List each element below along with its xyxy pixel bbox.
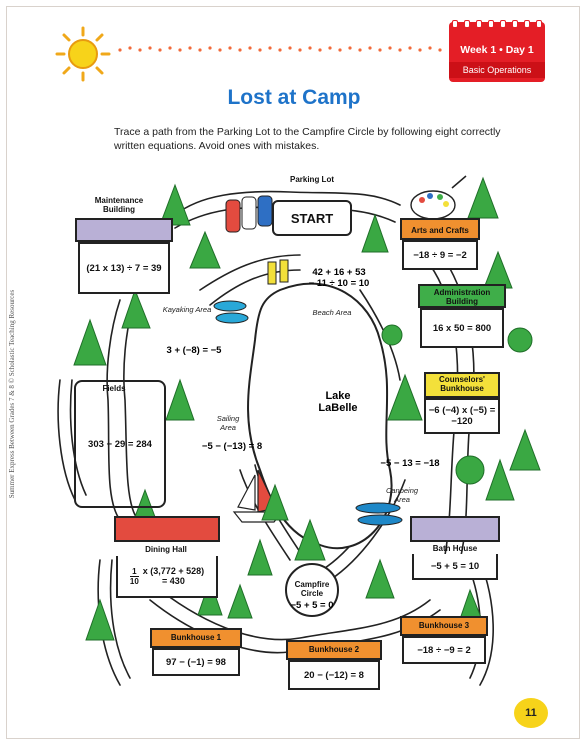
start-box[interactable]: START [272, 200, 352, 236]
administration-label: Administration Building [433, 288, 491, 306]
bathhouse-equation[interactable]: −5 + 5 = 10 [412, 554, 498, 580]
bunk3-label: Bunkhouse 3 [418, 621, 470, 630]
kayak-icon [214, 301, 248, 323]
campfire-equation[interactable]: −5 + 5 = 0 [290, 600, 334, 611]
bathhouse-label: Bath House [432, 544, 478, 553]
kayaking-label: Kayaking Area [162, 305, 212, 314]
subject-label: Basic Operations [449, 62, 545, 78]
palette-icon [411, 176, 466, 219]
administration-equation[interactable]: 16 x 50 = 800 [420, 308, 504, 348]
bunk2-label: Bunkhouse 2 [308, 645, 360, 654]
week-label: Week 1 • Day 1 [460, 44, 534, 56]
campfire-label: Campfire Circle [294, 580, 330, 598]
canoeing-equation[interactable]: −5 − 13 = −18 [380, 458, 440, 469]
counselors-label: Counselors' Bunkhouse [439, 375, 485, 393]
sailing-label: Sailing Area [216, 414, 240, 432]
bathhouse-roof [410, 516, 500, 542]
page-number: 11 [514, 698, 548, 728]
dining-label: Dining Hall [145, 545, 187, 554]
canoeing-label: Canoeing Area [385, 486, 419, 504]
bunk1-label: Bunkhouse 1 [170, 633, 222, 642]
counselors-equation[interactable]: −6 (−4) x (−5) = −120 [424, 398, 500, 434]
dining-equation[interactable]: 1 10 x (3,772 + 528) = 430 [116, 556, 218, 598]
bunk1-equation[interactable]: 97 − (−1) = 98 [152, 648, 240, 676]
car-icon [226, 196, 272, 232]
parking-lot-label: Parking Lot [289, 175, 334, 184]
sailing-equation[interactable]: −5 − (−13) = 8 [201, 441, 263, 452]
side-credit: Summer Express Between Grades 7 & 8 © Scholastic Teaching Resources [8, 289, 16, 499]
kayaking-equation[interactable]: 3 + (−8) = −5 [166, 345, 222, 356]
beach-label: Beach Area [312, 308, 352, 317]
lake-name: Lake LaBelle [318, 390, 358, 414]
fields-equation[interactable]: 303 − 29 = 284 [74, 380, 166, 508]
fields-label: Fields [102, 384, 126, 393]
arts-equation[interactable]: −18 ÷ 9 = −2 [402, 240, 478, 270]
maintenance-equation[interactable]: (21 x 13) ÷ 7 = 39 [78, 242, 170, 294]
fraction: 1 10 [129, 566, 139, 586]
instructions: Trace a path from the Parking Lot to the Campfire Circle by following eight correctly written equations. Avoid ones with mistakes. [114, 126, 501, 152]
arts-label: Arts and Crafts [411, 226, 469, 235]
dining-roof [114, 516, 220, 542]
maintenance-roof [75, 218, 173, 242]
page-title: Lost at Camp [227, 86, 361, 109]
beach-equation[interactable]: 42 + 16 + 53 − 11 ÷ 10 = 10 [308, 267, 370, 289]
bunk2-equation[interactable]: 20 − (−12) = 8 [288, 660, 380, 690]
bunk3-equation[interactable]: −18 ÷ −9 = 2 [402, 636, 486, 664]
maintenance-label: Maintenance Building [94, 196, 144, 214]
